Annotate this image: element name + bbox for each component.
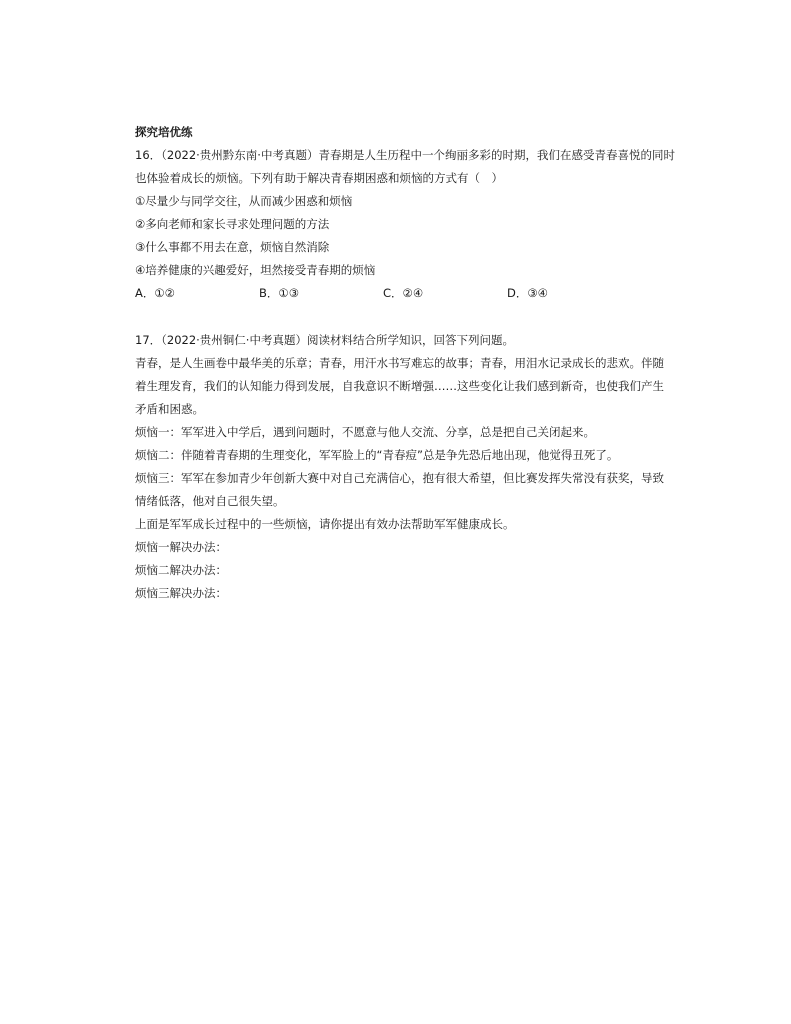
q17-trouble-3-line-1: 烦恼三：军军在参加青少年创新大赛中对自己充满信心，抱有很大希望，但比赛发挥失常没有获奖，导致 xyxy=(135,471,664,485)
q16-option-d: D．③④ xyxy=(507,286,548,300)
q16-options xyxy=(135,282,670,305)
q17-paragraph-line-1: 青春，是人生画卷中最华美的乐章；青春，用汗水书写难忘的故事；青春，用泪水记录成长的悲欢。伴随 xyxy=(135,356,664,370)
q17-prompt: 上面是军军成长过程中的一些烦恼，请你提出有效办法帮助军军健康成长。 xyxy=(135,517,515,531)
document-content xyxy=(135,121,675,605)
q16-option-a: A．①② xyxy=(135,286,175,300)
q16-item-4: ④培养健康的兴趣爱好，坦然接受青春期的烦恼 xyxy=(135,263,376,277)
q17-answer-2: 烦恼二解决办法： xyxy=(135,563,227,577)
q17-answer-3: 烦恼三解决办法： xyxy=(135,586,227,600)
q17-trouble-1: 烦恼一：军军进入中学后，遇到问题时，不愿意与他人交流、分享，总是把自己关闭起来。 xyxy=(135,425,595,439)
q16-stem-line-2: 也体验着成长的烦恼。下列有助于解决青春期困惑和烦恼的方式有（ ） xyxy=(135,171,503,185)
q16-item-3: ③什么事都不用去在意，烦恼自然消除 xyxy=(135,240,330,254)
q16-option-b: B．①③ xyxy=(259,286,300,300)
q16-stem-line-1: 16．（2022·贵州黔东南·中考真题）青春期是人生历程中一个绚丽多彩的时期，我们在感受青春喜悦的同时 xyxy=(135,148,675,162)
q16-item-1: ①尽量少与同学交往，从而减少困惑和烦恼 xyxy=(135,194,353,208)
q17-paragraph-line-3: 矛盾和困惑。 xyxy=(135,402,204,416)
question-spacer xyxy=(135,305,670,329)
q16-option-c: C．②④ xyxy=(383,286,424,300)
q17-trouble-2: 烦恼二：伴随着青春期的生理变化，军军脸上的“青春痘”总是争先恐后地出现，他觉得丑死了。 xyxy=(135,448,619,462)
q17-answer-1: 烦恼一解决办法： xyxy=(135,540,227,554)
section-title: 探究培优练 xyxy=(135,125,193,139)
q17-paragraph-line-2: 着生理发育，我们的认知能力得到发展，自我意识不断增强……这些变化让我们感到新奇，也使我们产生 xyxy=(135,379,664,393)
q16-item-2: ②多向老师和家长寻求处理问题的方法 xyxy=(135,217,330,231)
q17-stem: 17．（2022·贵州铜仁·中考真题）阅读材料结合所学知识，回答下列问题。 xyxy=(135,333,514,347)
q17-trouble-3-line-2: 情绪低落，他对自己很失望。 xyxy=(135,494,285,508)
